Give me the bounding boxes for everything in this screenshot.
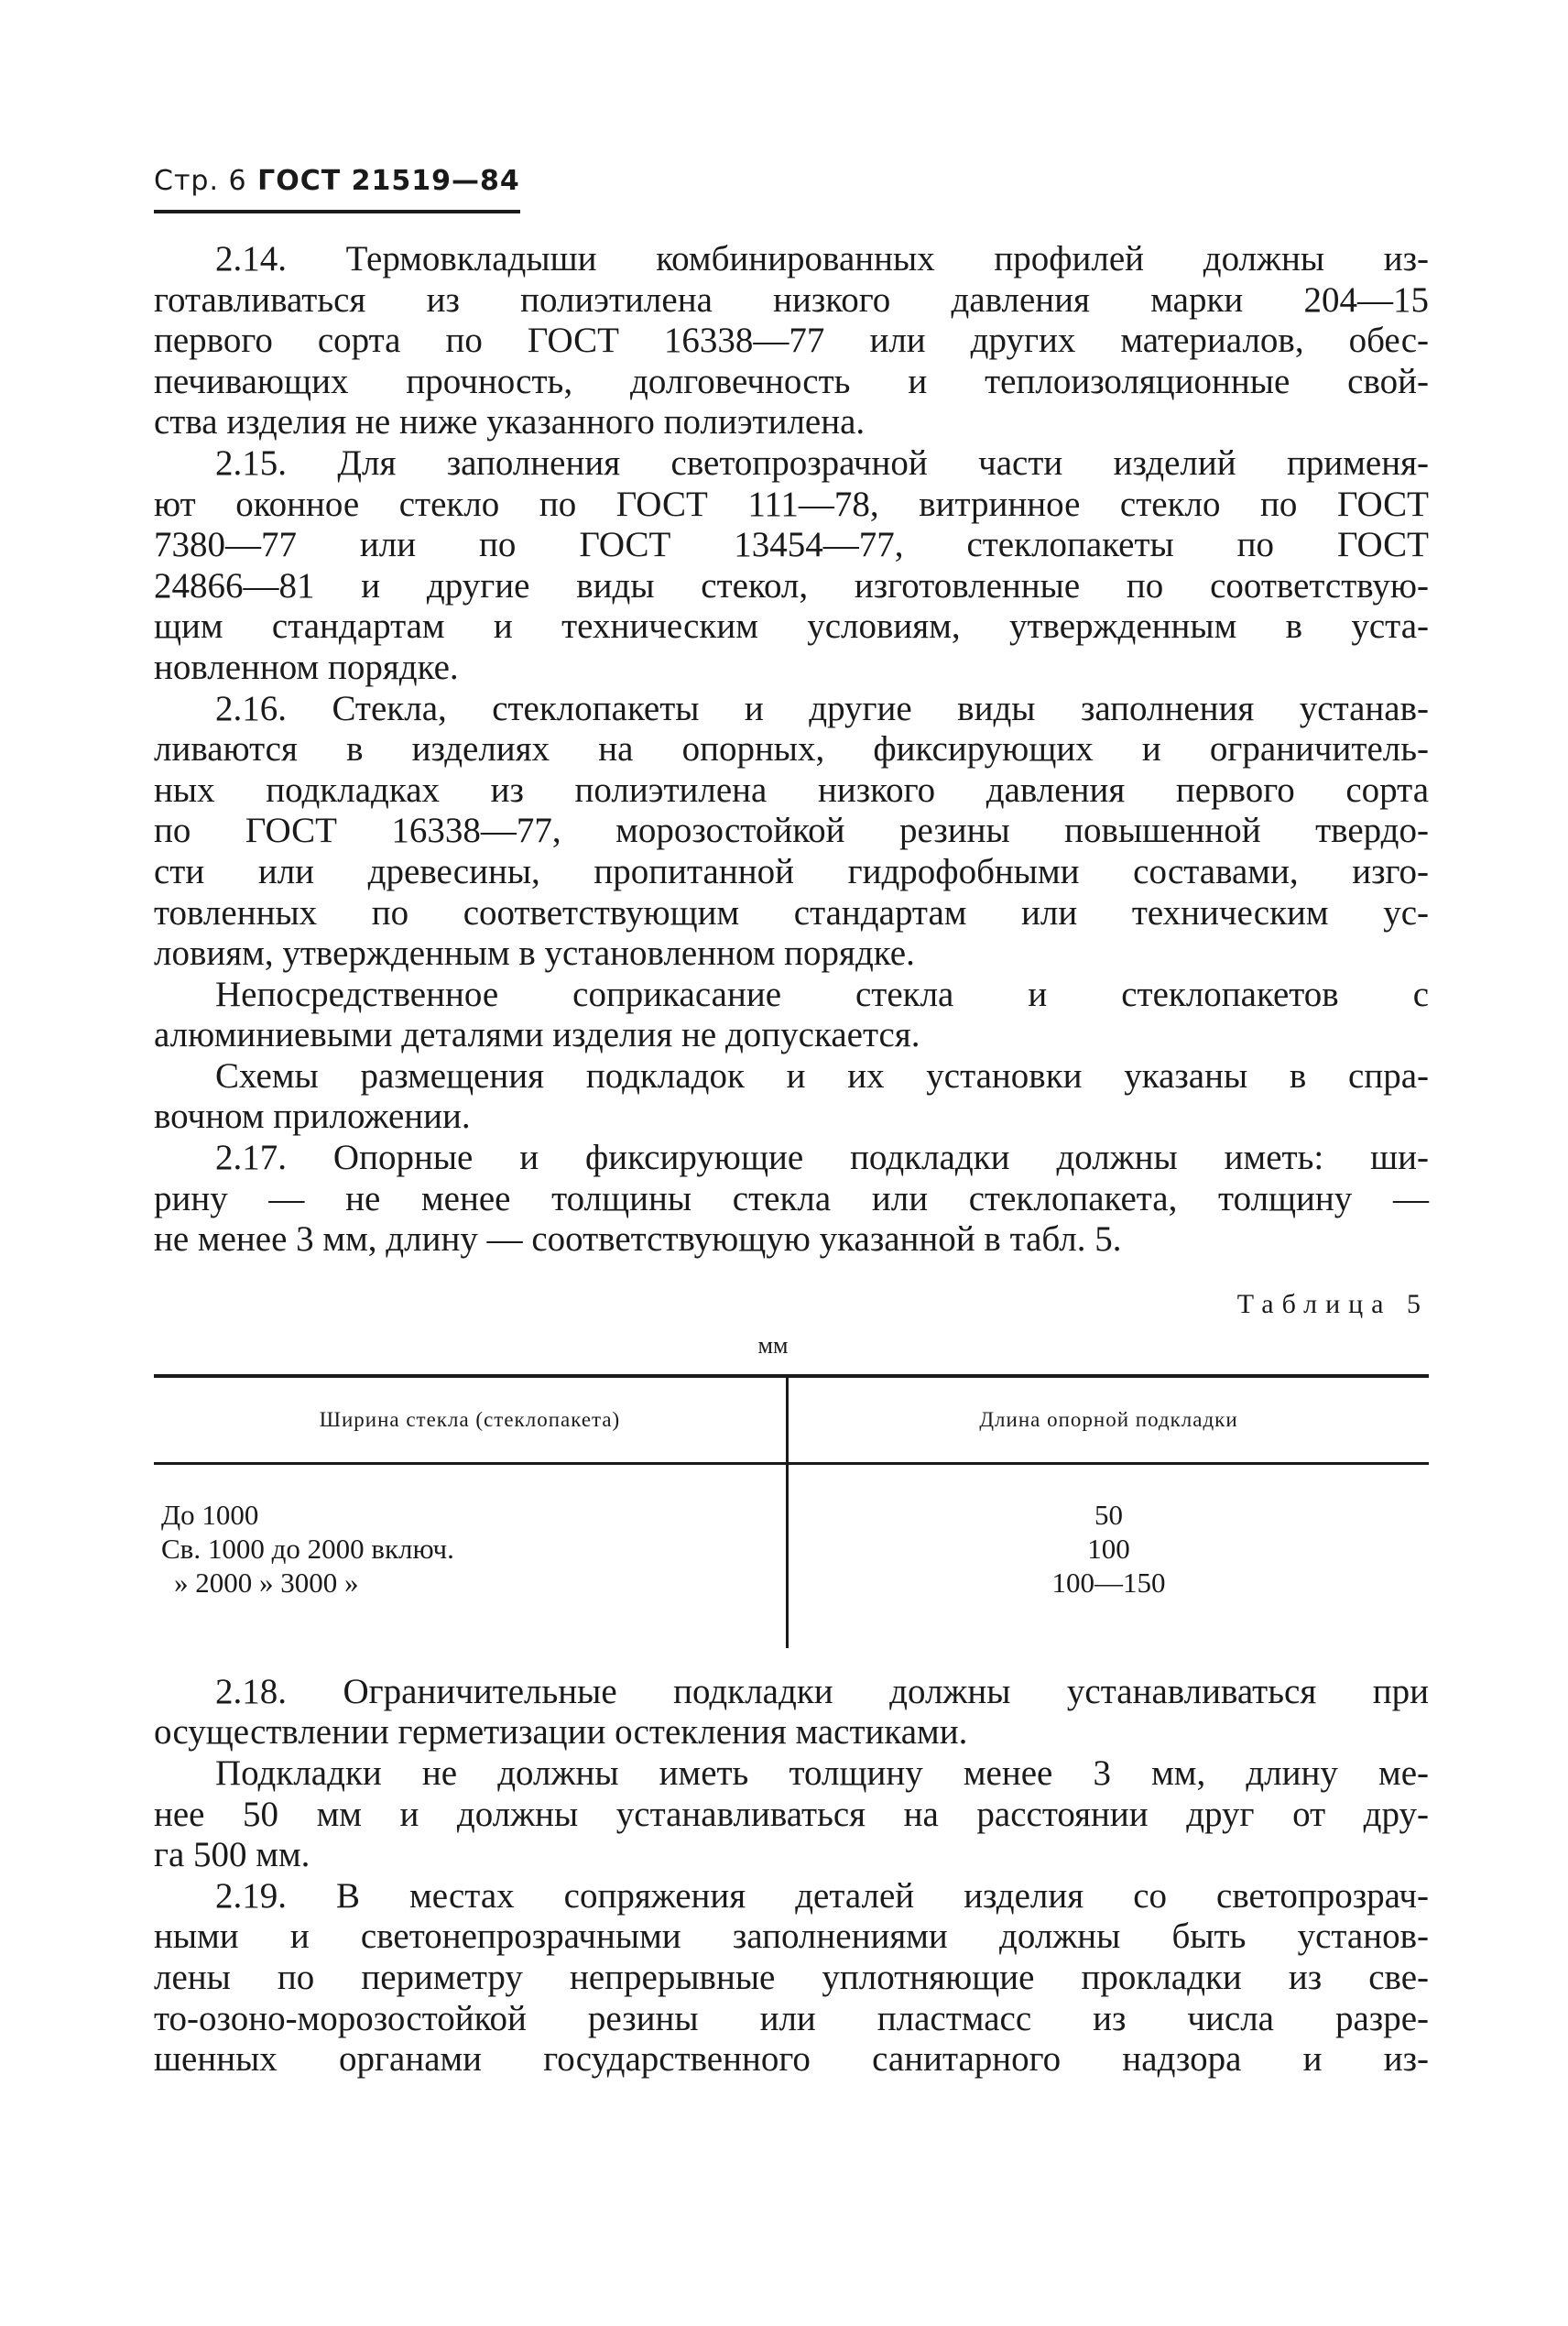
table-cell: 100—150: [1051, 1566, 1166, 1599]
text-line: 2.16. Стекла, стеклопакеты и другие виды заполнения устанав-: [215, 688, 1429, 728]
table-header-row: [154, 1378, 1429, 1465]
table-caption: Таблица 5: [1236, 1288, 1429, 1319]
text-line: щим стандартам и техническим условиям, утвержденным в уста-: [154, 606, 1429, 647]
text-line: 2.14. Термовкладыши комбинированных профилей должны из-: [215, 239, 1429, 278]
text-line: то-озоно-морозостойкой резины или пластмасс из числа разре-: [154, 1998, 1429, 2038]
text-line: по ГОСТ 16338—77, морозостойкой резины повышенной твердо-: [154, 811, 1429, 851]
text-line: 2.15. Для заполнения светопрозрачной части изделий применя-: [215, 442, 1429, 483]
table-units: мм: [757, 1331, 789, 1359]
text-line: 24866—81 и другие виды стекол, изготовленные по соответствую-: [154, 565, 1429, 606]
standard-title: ГОСТ 21519—84: [257, 165, 520, 197]
text-line: лены по периметру непрерывные уплотняющие прокладки из све-: [154, 1958, 1429, 1997]
text-line: печивающих прочность, долговечность и теплоизоляционные свой-: [154, 361, 1429, 401]
text-line: сти или древесины, пропитанной гидрофобными составами, изго-: [154, 851, 1429, 891]
text-line: рину — не менее толщины стекла или стеклопакета, толщину —: [154, 1178, 1429, 1218]
text-line: 2.18. Ограничительные подкладки должны устанавливаться при: [215, 1671, 1429, 1711]
text-line: Непосредственное соприкасание стекла и стеклопакетов с: [215, 974, 1429, 1014]
table-cell: » 2000 » 3000 »: [174, 1566, 359, 1599]
text-line: ными и светонепрозрачными заполнениями должны быть установ-: [154, 1916, 1429, 1957]
text-line: ства изделия не ниже указанного полиэтилена.: [154, 402, 866, 442]
text-block-2: [154, 1672, 1429, 2080]
page-number: Стр. 6: [154, 165, 247, 197]
text-line: 7380—77 или по ГОСТ 13454—77, стеклопакеты по ГОСТ: [154, 525, 1429, 565]
table-cell: 50: [1094, 1498, 1123, 1531]
text-line: ных подкладках из полиэтилена низкого давления первого сорта: [154, 770, 1429, 810]
text-line: не менее 3 мм, длину — соответствующую указанной в табл. 5.: [154, 1219, 1122, 1260]
length-column: [786, 1465, 1429, 1648]
text-line: товленных по соответствующим стандартам или техническим ус-: [154, 892, 1429, 933]
text-line: шенных органами государственного санитарного надзора и из-: [154, 2039, 1429, 2080]
column-header-width: Ширина стекла (стеклопакета): [319, 1407, 621, 1431]
text-line: ют оконное стекло по ГОСТ 111—78, витринное стекло по ГОСТ: [154, 484, 1429, 524]
text-line: ловиям, утвержденным в установленном порядке.: [154, 934, 915, 974]
document-page: [154, 165, 1429, 2080]
width-column: [154, 1465, 786, 1648]
text-line: первого сорта по ГОСТ 16338—77 или других материалов, обес-: [154, 321, 1429, 361]
text-line: ливаются в изделиях на опорных, фиксирующих и ограничитель-: [154, 729, 1429, 770]
column-header-length: Длина опорной подкладки: [786, 1378, 1429, 1462]
text-line: нее 50 мм и должны устанавливаться на расстоянии друг от дру-: [154, 1794, 1429, 1834]
text-line: новленном порядке.: [154, 647, 459, 687]
table-5: [154, 1374, 1429, 1648]
page-header: [154, 165, 520, 213]
text-line: Схемы размещения подкладок и их установки указаны в спра-: [215, 1055, 1429, 1096]
table-cell: Св. 1000 до 2000 включ.: [161, 1532, 454, 1565]
text-block-1: [154, 239, 1429, 1261]
text-line: вочном приложении.: [154, 1097, 471, 1137]
text-line: Подкладки не должны иметь толщину менее 3 мм, длину ме-: [215, 1753, 1429, 1794]
text-line: алюминиевыми деталями изделия не допускается.: [154, 1015, 920, 1055]
text-line: га 500 мм.: [154, 1835, 310, 1875]
table-cell: До 1000: [161, 1498, 259, 1531]
table-cell: 100: [1087, 1532, 1130, 1565]
text-line: осуществлении герметизации остекления мастиками.: [154, 1712, 968, 1753]
text-line: 2.17. Опорные и фиксирующие подкладки должны иметь: ши-: [215, 1138, 1429, 1178]
text-line: готавливаться из полиэтилена низкого давления марки 204—15: [154, 279, 1429, 320]
table-body: [154, 1465, 1429, 1648]
text-line: 2.19. В местах сопряжения деталей изделия со светопрозрач-: [215, 1875, 1429, 1916]
